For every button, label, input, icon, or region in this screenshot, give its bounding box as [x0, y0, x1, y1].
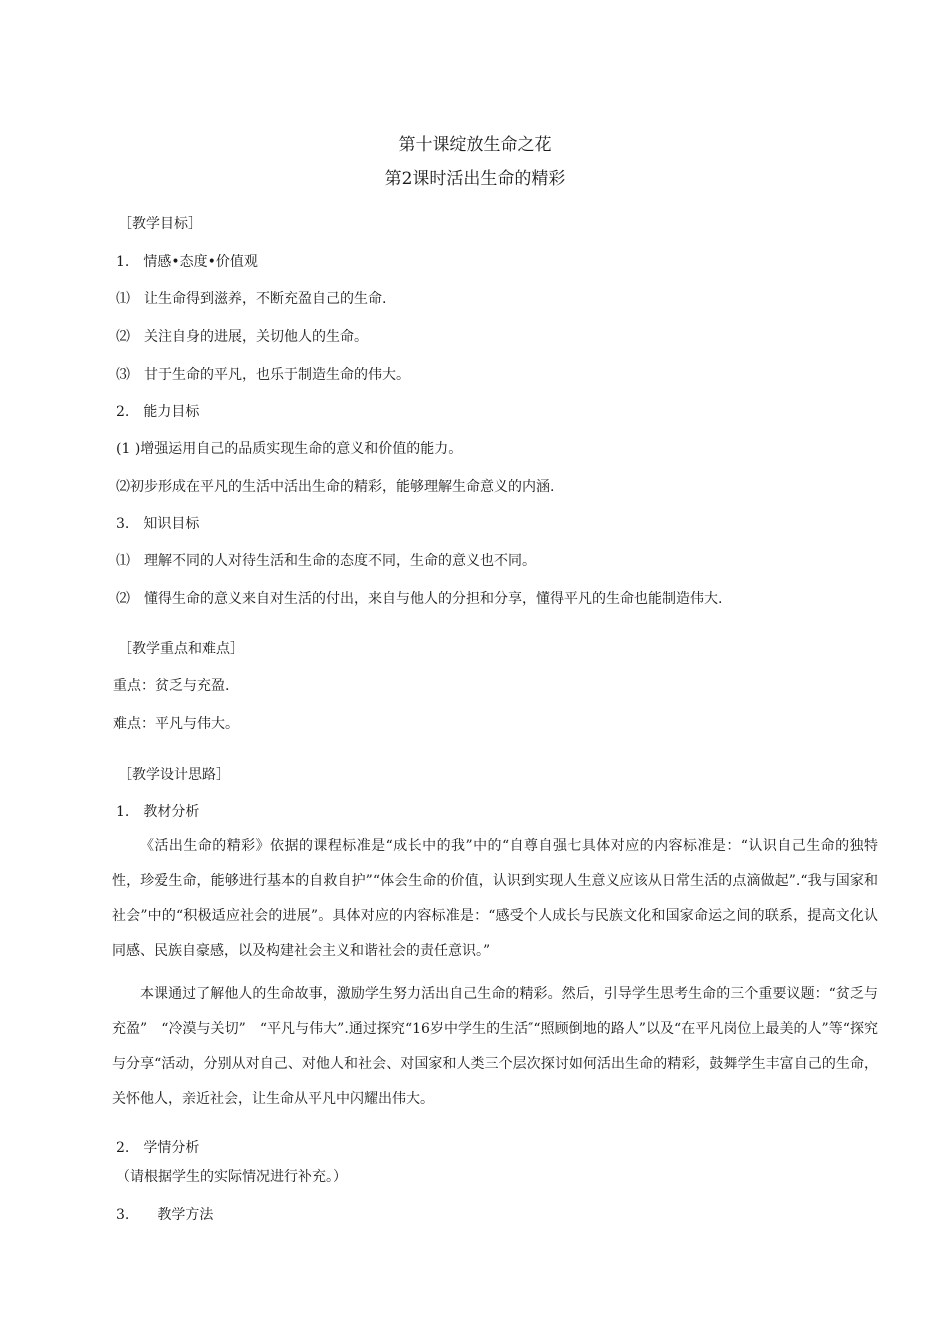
key-point-difficulty: 难点：平凡与伟大。 [113, 716, 239, 732]
student-analysis-heading: 2. 学情分析 [116, 1140, 200, 1156]
lesson-title: 第十课绽放生命之花 [398, 135, 552, 155]
key-points-heading: ［教学重点和难点］ [118, 641, 244, 657]
design-heading: ［教学设计思路］ [118, 767, 230, 783]
emotion-goal-item: ⑶ 甘于生命的平凡，也乐于制造生命的伟大。 [116, 367, 410, 383]
emotion-goal-item: ⑵ 关注自身的进展，关切他人的生命。 [116, 329, 368, 345]
lesson-overview-paragraph [112, 977, 878, 1117]
knowledge-goals-heading: 3. 知识目标 [116, 516, 200, 532]
knowledge-goal-item: ⑵ 懂得生命的意义来自对生活的付出，来自与他人的分担和分享，懂得平凡的生命也能制造伟大. [116, 591, 723, 607]
knowledge-goal-item: ⑴ 理解不同的人对待生活和生命的态度不同，生命的意义也不同。 [116, 553, 536, 569]
ability-goals-heading: 2. 能力目标 [116, 404, 200, 420]
emotion-goal-item: ⑴ 让生命得到滋养，不断充盈自己的生命. [116, 291, 387, 307]
paragraph-text: 《活出生命的精彩》依据的课程标准是“成长中的我”中的“自尊自强七具体对应的内容标准是：“认识自己生命的独特性，珍爱生命，能够进行基本的自救自护”“体会生命的价值，认识到实现人生意义应该从日常生活的点滴做起”.“我与国家和社会”中的“积极适应社会的进展”。具体对应的内容标准是：“感受个人成长与民族文化和国家命运之间的联系，提高文化认同感、民族自豪感，以及构建社会主义和谐社会的责任意识。” [112, 838, 878, 959]
paragraph-text: 本课通过了解他人的生命故事，激励学生努力活出自己生命的精彩。然后，引导学生思考生命的三个重要议题：“贫乏与充盈” “冷漠与关切” “平凡与伟大”.通过探究“16岁中学生的生活″“照顾倒地的路人”以及“在平凡岗位上最美的人”等“探究与分享“活动，分别从对自己、对他人和社会、对国家和人类三个层次探讨如何活出生命的精彩，鼓舞学生丰富自己的生命，关怀他人，亲近社会，让生命从平凡中闪耀出伟大。 [112, 986, 878, 1107]
key-point-focus: 重点：贫乏与充盈. [113, 678, 230, 694]
goals-heading: ［教学目标］ [118, 216, 202, 232]
teaching-method-heading: 3. 教学方法 [116, 1207, 214, 1223]
textbook-analysis-heading: 1. 教材分析 [116, 804, 200, 820]
student-analysis-note: （请根据学生的实际情况进行补充。） [116, 1169, 347, 1185]
emotion-goals-heading: 1. 情感•态度•价值观 [116, 254, 258, 270]
ability-goal-item: (1 )增强运用自己的品质实现生命的意义和价值的能力。 [116, 441, 463, 457]
ability-goal-item: ⑵初步形成在平凡的生活中活出生命的精彩，能够理解生命意义的内涵. [116, 479, 555, 495]
lesson-subtitle: 第2课时活出生命的精彩 [384, 169, 566, 189]
textbook-analysis-paragraph [112, 829, 878, 969]
